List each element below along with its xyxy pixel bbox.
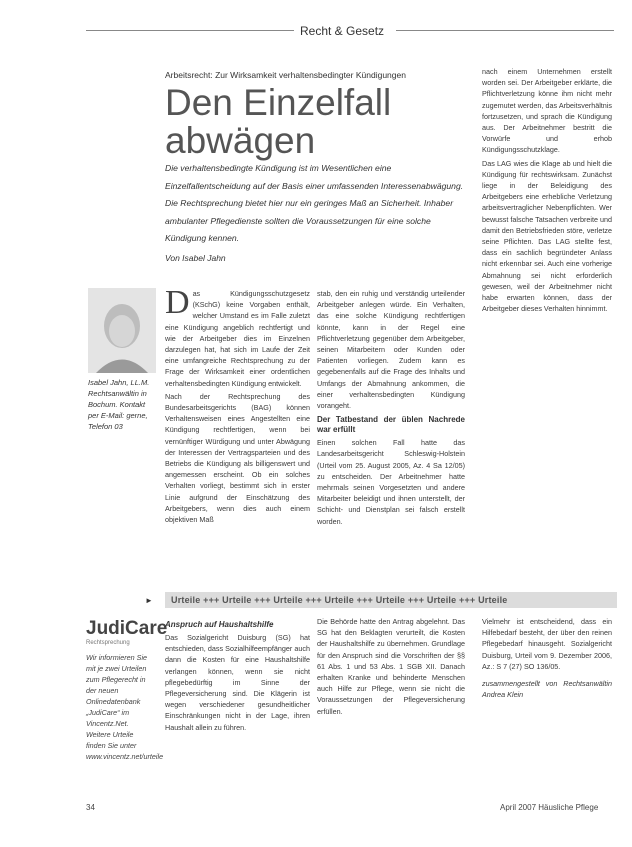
- col2-text-2: Einen solchen Fall hatte das Landesarbeitsgericht Schleswig-Holstein (Urteil vom 25. August 2005, Az. 4 Sa 12/05) zu entscheiden. Der Arbeitnehmer hatte mehrmals seinen Vorgesetzten und andere Mitarbeiter beleidigt und ihnen unterstellt, der Schicht- und Dienstplan sei falsch erstellt worden.: [317, 438, 465, 526]
- col3-text: nach einem Unternehmen erstellt worden sei. Der Arbeitgeber erklärte, die Pflichtverletzung könne ihm nicht mehr zugemutet werden, das Arbeitsverhältnis fortzusetzen, und sprach die Kündigung aus. Der Arbeitnehmer bestritt die Vorwürfe und erhob Kündigungsschutzklage.: [482, 67, 612, 155]
- article-author: Von Isabel Jahn: [165, 253, 226, 263]
- article-lead: Die verhaltensbedingte Kündigung ist im Wesentlichen eine Einzelfallentscheidung auf der Basis einer umfassenden Interessenabwägung. Die Rechtsprechung bietet hier nur ein geringes Maß an Sicherheit. Inhaber ambulanter Pflegedienste sollten die Voraussetzungen für eine solche Kündigung kennen.: [165, 163, 464, 243]
- article-column-2: [317, 288, 465, 529]
- judicare-sidebar: Wir informieren Sie mit je zwei Urteilen zum Pflegerecht in der neuen Onlinedatenbank „JudiCare“ im Vincentz.Net. Weitere Urteile finden Sie unter www.vincentz.net/urteile: [86, 653, 164, 761]
- page-number: 34: [86, 803, 95, 812]
- case-column-3: [482, 616, 612, 702]
- judicare-subtitle: Rechtsprechung: [86, 640, 130, 646]
- col1-text-2: Nach der Rechtsprechung des Bundesarbeitsgerichts (BAG) können Verhaltensweisen eines Angestellten eine Kündigung rechtfertigen, wenn bei vernünftiger Würdigung und unter Abwägung der Interessen der Vertragsparteien und des Betriebs die Kündigung als billigenswert und angemessen erscheint. Ob ein solches Verhalten vorliegt, bestimmt sich in erster Linie aufgrund der Einschätzung des Arbeitgebers, wenn dies auch einem objektiven Maß: [165, 391, 310, 525]
- article-title-line2: abwägen: [165, 120, 316, 161]
- author-portrait: [88, 288, 156, 373]
- banner-arrow-icon: ►: [145, 596, 153, 605]
- author-caption: Isabel Jahn, LL.M. Rechtsanwältin in Bochum. Kontakt per E-Mail: gerne, Telefon 03: [88, 378, 150, 431]
- article-column-1: [165, 284, 310, 527]
- dropcap: D: [165, 284, 190, 321]
- col3-text-2: Das LAG wies die Klage ab und hielt die Kündigung für rechtswirksam. Zunächst liege in der Beleidigung des Arbeitgebers eine erhebliche Verletzung arbeitsvertraglicher Nebenpflichten. Wer bewusst falsche Tatsachen verbreite und damit den Betriebsfrieden störe, verletze seine Pflichten. Das LAG stellte fest, dass ein sachlich begründeter Anlass nicht erkennbar sei. Auch eine vorherige Abmahnung sei nicht erforderlich gewesen, weil der Arbeitnehmer nicht habe erwarten können, dass der Arbeitgeber dieses Verhalten hinnimmt.: [482, 158, 612, 314]
- article-title-line1: Den Einzelfall: [165, 82, 392, 123]
- case-source: zusammengestellt von Rechtsanwältin Andrea Klein: [482, 679, 612, 700]
- header-rule-left: [86, 30, 294, 31]
- case-title: Anspruch auf Haushaltshilfe: [165, 620, 274, 629]
- article-title: [165, 84, 391, 160]
- judicare-logo: JudiCare: [86, 618, 168, 639]
- case-column-1: [165, 616, 310, 735]
- case-col3-text: Vielmehr ist entscheidend, dass ein Hilfebedarf besteht, der über den reinen Pflegebedarf hinausgeht. Sozialgericht Duisburg, Urteil vom 9. Dezember 2006, Az.: S 7 (27) SO 136/05.: [482, 617, 612, 671]
- col2-text: stab, den ein ruhig und verständig urteilender Arbeitgeber anlegen würde. Ein Verhalten, das eine solche Kündigung rechtfertigen könnte, kann in der Regel eine Pflichtverletzung gegenüber dem Arbeitgeber, seinen Mitarbeitern oder Kunden oder Patienten vorliegen. Zudem kann es gegebenenfalls auf die Frage des Inhalts und Umfangs der Abmahnung ankommen, die einer verhaltensbedingten Kündigung vorangeht.: [317, 289, 465, 411]
- header-rule-right: [396, 30, 614, 31]
- case-col1-text: Das Sozialgericht Duisburg (SG) hat entschieden, dass Sozialhilfeempfänger auch dann die Kosten für eine Haushaltshilfe verlangen können, wenn sie nicht pflegebedürftig im Sinne der Pflegeversicherung sind. Die Klägerin ist wegen verschiedener gesundheitlicher Einschränkungen nicht in der Lage, ihren Haushalt allein zu führen.: [165, 633, 310, 732]
- case-col2-text: Die Behörde hatte den Antrag abgelehnt. Das SG hat den Beklagten verurteilt, die Kosten der Haushaltshilfe zu übernehmen. Grundlage für den Anspruch sind die Vorschriften der §§ 61 Abs. 1 und 53 Abs. 1 SGB XII. Danach erhalten Kranke und behinderte Menschen auch Hilfe zur Pflege, wenn sie nicht die Voraussetzungen der Pflegeversicherung erfüllen.: [317, 617, 465, 716]
- case-column-2: [317, 616, 465, 719]
- col1-text: as Kündigungsschutzgesetz (KSchG) keine Vorgaben enthält, welcher Umstand es im Falle zuletzt eine Kündigung angeblich rechtfertigt und wie der Arbeitgeber dies im Einzelnen darzulegen hat, hat sich im Laufe der Zeit eine umfangreiche Rechtsprechung zu der Frage der Wirksamkeit einer ordentlichen verhaltensbedingten Kündigung entwickelt.: [165, 289, 310, 388]
- col2-subhead: Der Tatbestand der üblen Nachrede war erfüllt: [317, 415, 465, 435]
- issue-info: April 2007 Häusliche Pflege: [500, 803, 599, 812]
- article-kicker: Arbeitsrecht: Zur Wirksamkeit verhaltensbedingter Kündigungen: [165, 70, 406, 80]
- section-label: Recht & Gesetz: [300, 24, 385, 38]
- article-column-3: [482, 66, 612, 316]
- urteile-banner: Urteile +++ Urteile +++ Urteile +++ Urteile +++ Urteile +++ Urteile +++ Urteile: [165, 592, 617, 608]
